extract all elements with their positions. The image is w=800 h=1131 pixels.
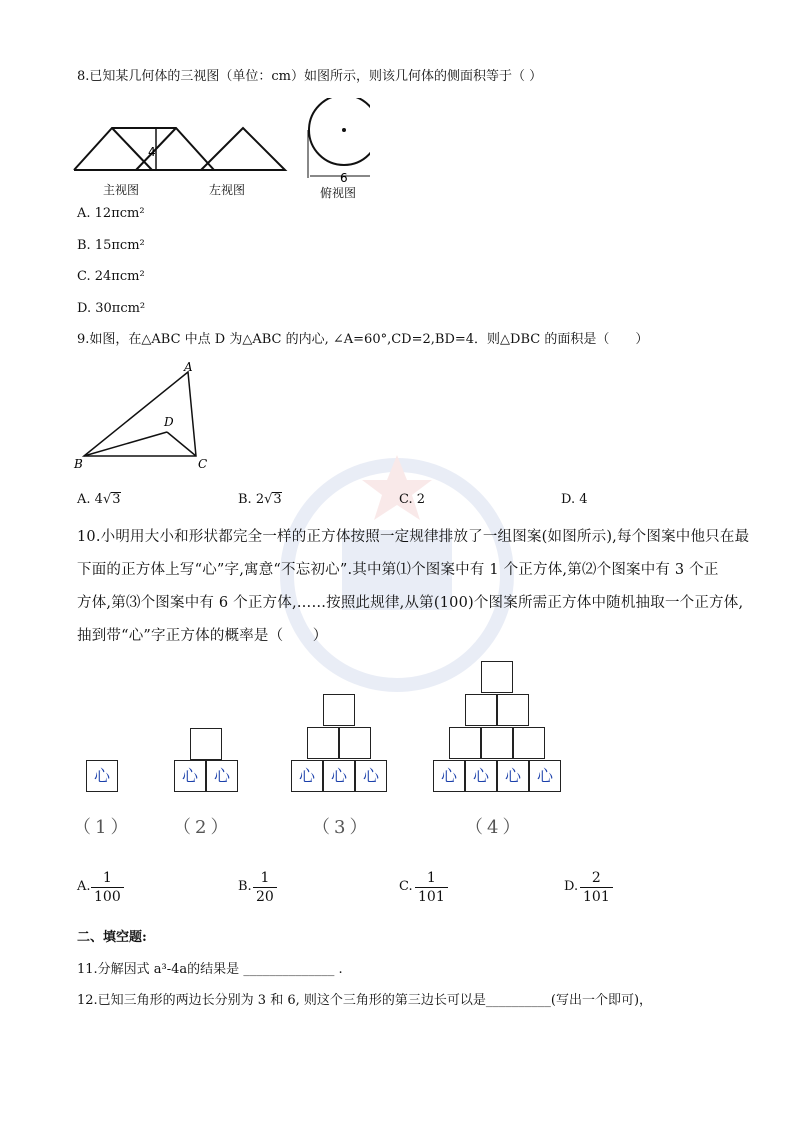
cube-with-char: 心 (291, 760, 323, 792)
q10-option-d-label[interactable]: D. (564, 879, 579, 894)
q10-option-b-fraction[interactable]: $\frac{1}{20}$ (253, 870, 277, 905)
q10-option-c-fraction[interactable]: $\frac{1}{101}$ (415, 870, 448, 905)
q10-option-a-fraction[interactable]: $\frac{1}{100}$ (91, 870, 124, 905)
q10-line-2: 下面的正方体上写“心”字,寓意“不忘初心”.其中第⑴个图案中有 1 个正方体,第⑵个图案中有 3 个正 (77, 562, 719, 578)
cube (465, 694, 497, 726)
q8-option-b[interactable]: B. 15πcm² (77, 238, 145, 253)
q9-option-d[interactable]: D. 4 (561, 492, 588, 507)
pattern-label-2: （2） (173, 817, 233, 838)
pattern-label-3: （3） (312, 817, 372, 838)
segment-dc (167, 432, 196, 456)
q8-option-c[interactable]: C. 24πcm² (77, 269, 145, 284)
cube (497, 694, 529, 726)
section-title: 二、填空题: (77, 930, 147, 945)
q8-text: 8.已知某几何体的三视图（单位：cm）如图所示，则该几何体的侧面积等于（ ） (77, 69, 543, 84)
q10-option-c-label[interactable]: C. (399, 879, 413, 894)
q9-text: 9.如图，在△ABC 中点 D 为△ABC 的内心, ∠A=60°,CD=2,BD=4．则△DBC 的面积是（ ） (77, 332, 649, 347)
point-a-label: A (184, 360, 193, 374)
q10-line-3: 方体,第⑶个图案中有 6 个正方体,……按照此规律,从第(100)个图案所需正方体中随机抽取一个正方体, (77, 595, 744, 611)
caption-left-view: 左视图 (209, 183, 246, 197)
q9-option-c[interactable]: C. 2 (399, 492, 426, 507)
q8-option-d[interactable]: D. 30πcm² (77, 301, 146, 316)
cube-with-char: 心 (529, 760, 561, 792)
q10-option-d-fraction[interactable]: $\frac{2}{101}$ (580, 870, 613, 905)
q9-option-a[interactable]: A. 4√3 (77, 492, 121, 507)
cube-with-char: 心 (355, 760, 387, 792)
point-d-label: D (164, 415, 174, 429)
cube-with-char: 心 (86, 760, 118, 792)
cube-with-char: 心 (497, 760, 529, 792)
q10-line-1: 10.小明用大小和形状都完全一样的正方体按照一定规律排放了一组图案(如图所示),每个图案中他只在最 (77, 529, 750, 545)
cube (339, 727, 371, 759)
cube-with-char: 心 (465, 760, 497, 792)
cube (190, 728, 222, 760)
cube (323, 694, 355, 726)
left-view-shape (201, 128, 285, 170)
top-view-shape (308, 98, 370, 178)
q10-option-a-label[interactable]: A. (77, 879, 91, 894)
cube (481, 727, 513, 759)
caption-front-view: 主视图 (103, 183, 140, 197)
cube-with-char: 心 (433, 760, 465, 792)
q11-text: 11.分解因式 a³-4a的结果是 ______________ . (77, 962, 343, 977)
front-view-shape (74, 128, 214, 170)
pattern-label-1: （1） (73, 817, 133, 838)
height-label: 4 (148, 145, 156, 159)
cube (513, 727, 545, 759)
segment-bd (84, 432, 167, 456)
caption-top-view: 俯视图 (320, 186, 357, 200)
cube (481, 661, 513, 693)
q9-triangle-figure (70, 360, 220, 475)
point-b-label: B (74, 457, 83, 471)
pattern-label-4: （4） (465, 817, 525, 838)
q8-option-a[interactable]: A. 12πcm² (77, 206, 145, 221)
q10-option-b-label[interactable]: B. (238, 879, 252, 894)
cube-with-char: 心 (174, 760, 206, 792)
point-c-label: C (198, 457, 208, 471)
width-label: 6 (340, 171, 348, 185)
cube-with-char: 心 (206, 760, 238, 792)
cube (449, 727, 481, 759)
q12-text: 12.已知三角形的两边长分别为 3 和 6, 则这个三角形的第三边长可以是__________(写出一个即可)， (77, 993, 653, 1008)
triangle-abc (84, 372, 196, 456)
cube-with-char: 心 (323, 760, 355, 792)
q10-line-4: 抽到带“心”字正方体的概率是（ ） (77, 628, 328, 644)
cube (307, 727, 339, 759)
q9-option-b[interactable]: B. 2√3 (238, 492, 282, 507)
